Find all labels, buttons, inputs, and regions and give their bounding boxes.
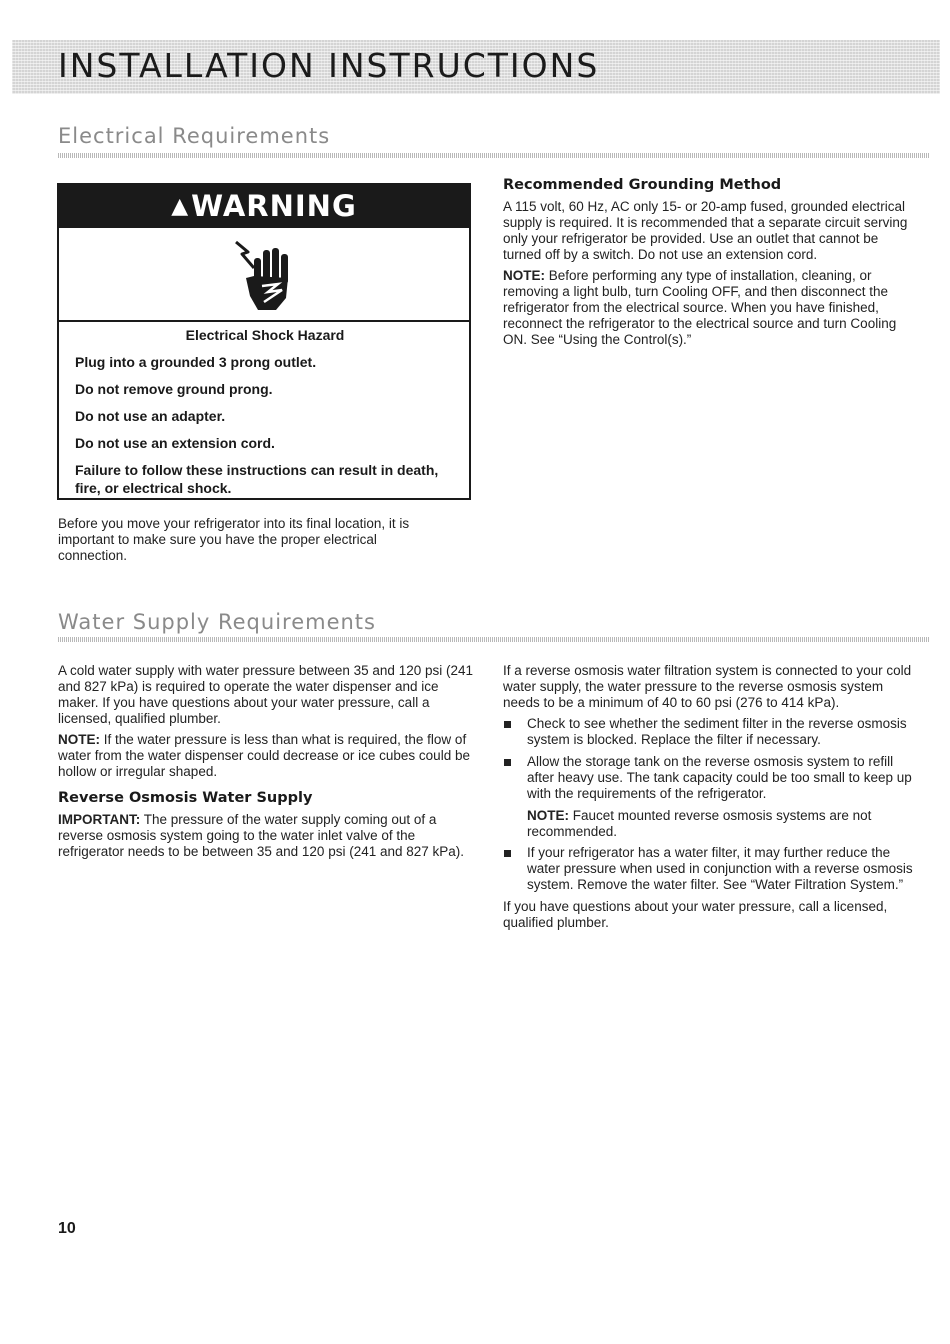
warning-line: Plug into a grounded 3 prong outlet. — [75, 354, 317, 370]
bullet-square-icon — [504, 759, 511, 766]
note-text: If the water pressure is less than what is required, the flow of water from the water dispenser could decrease or ice cubes could be hollow or irregular shaped. — [58, 732, 470, 779]
warning-line: Failure to follow these instructions can result in death, fire, or electrical shock. — [75, 462, 439, 496]
bullet-square-icon — [504, 850, 511, 857]
warning-header — [59, 185, 469, 228]
warning-box — [57, 183, 471, 500]
warning-icon-area — [59, 228, 469, 322]
important-text-block — [58, 812, 474, 860]
note-label: NOTE: — [58, 732, 100, 747]
grounding-paragraph: A 115 volt, 60 Hz, AC only 15- or 20-amp fused, grounded electrical supply is required. It is recommended that a separate circuit serving only your refrigerator be provided. Use an outlet that cannot be turned off by a switch. Do not use an extension cord. — [503, 199, 908, 262]
warning-line: Do not use an adapter. — [75, 408, 226, 424]
grounding-note — [503, 268, 915, 348]
ro-bullet-list — [503, 845, 917, 893]
warning-text — [75, 326, 455, 506]
ro-intro-paragraph: If a reverse osmosis water filtration system is connected to your cold water supply, the water pressure to the reverse osmosis system needs to be a minimum of 40 to 60 psi (276 to 414 kPa). — [503, 663, 912, 710]
note-text: Before performing any type of installation, cleaning, or removing a light bulb, turn Cooling OFF, and then disconnect the refrigerator from the electrical source. When you have finished, reconnect the refrigerator to the electrical source and turn Cooling ON. See “Using the Control(s).” — [503, 268, 897, 347]
hazard-title: Electrical Shock Hazard — [185, 327, 345, 343]
warning-line: Do not use an extension cord. — [75, 435, 275, 451]
warning-triangle-icon: ▲ — [171, 194, 190, 219]
important-label: IMPORTANT: — [58, 812, 141, 827]
list-item — [503, 716, 917, 748]
note-label: NOTE: — [503, 268, 545, 283]
water-note — [58, 732, 474, 780]
bullet-text: If your refrigerator has a water filter, it may further reduce the water pressure when used in conjunction with a reverse osmosis system. Remove the water filter. See “Water Filtration System.” — [527, 845, 913, 892]
list-item — [503, 754, 917, 802]
list-item — [503, 845, 917, 893]
bullet-square-icon — [504, 721, 511, 728]
electrical-shock-hand-icon — [234, 238, 298, 312]
bullet-text: Check to see whether the sediment filter in the reverse osmosis system is blocked. Replace the filter if necessary. — [527, 716, 907, 747]
reverse-osmosis-heading: Reverse Osmosis Water Supply — [58, 790, 313, 806]
electrical-section-title: Electrical Requirements — [58, 124, 331, 148]
warning-line: Do not remove ground prong. — [75, 381, 273, 397]
ro-bullet-list — [503, 716, 917, 802]
grounding-heading: Recommended Grounding Method — [503, 177, 782, 193]
bullet-text: Allow the storage tank on the reverse osmosis system to refill after heavy use. The tank capacity could be too small to keep up with the requirements of the refrigerator. — [527, 754, 912, 801]
important-paragraph — [58, 812, 474, 865]
warning-heading: WARNING — [191, 189, 357, 223]
before-move-paragraph: Before you move your refrigerator into its final location, it is important to make sure you have the proper electrical connection. — [58, 516, 410, 563]
note-label: NOTE: — [527, 808, 569, 823]
closing-paragraph: If you have questions about your water pressure, call a licensed, qualified plumber. — [503, 899, 888, 930]
section-divider — [58, 637, 930, 642]
section-divider — [58, 153, 930, 158]
grounding-column — [503, 199, 915, 353]
water-right-column — [503, 663, 917, 936]
note-text: Faucet mounted reverse osmosis systems are not recommended. — [527, 808, 872, 839]
page-number: 10 — [58, 1220, 76, 1237]
water-section-title: Water Supply Requirements — [58, 610, 376, 634]
water-intro-paragraph: A cold water supply with water pressure between 35 and 120 psi (241 and 827 kPa) is required to operate the water dispenser and ice maker. If you have questions about your water pressure, call a licensed, qualified plumber. — [58, 663, 473, 726]
water-left-column — [58, 663, 474, 785]
important-text: The pressure of the water supply coming out of a reverse osmosis system going to the water inlet valve of the refrigerator needs to be between 35 and 120 psi (241 and 827 kPa). — [58, 812, 465, 859]
faucet-note — [503, 808, 917, 840]
page-title: INSTALLATION INSTRUCTIONS — [58, 46, 600, 85]
